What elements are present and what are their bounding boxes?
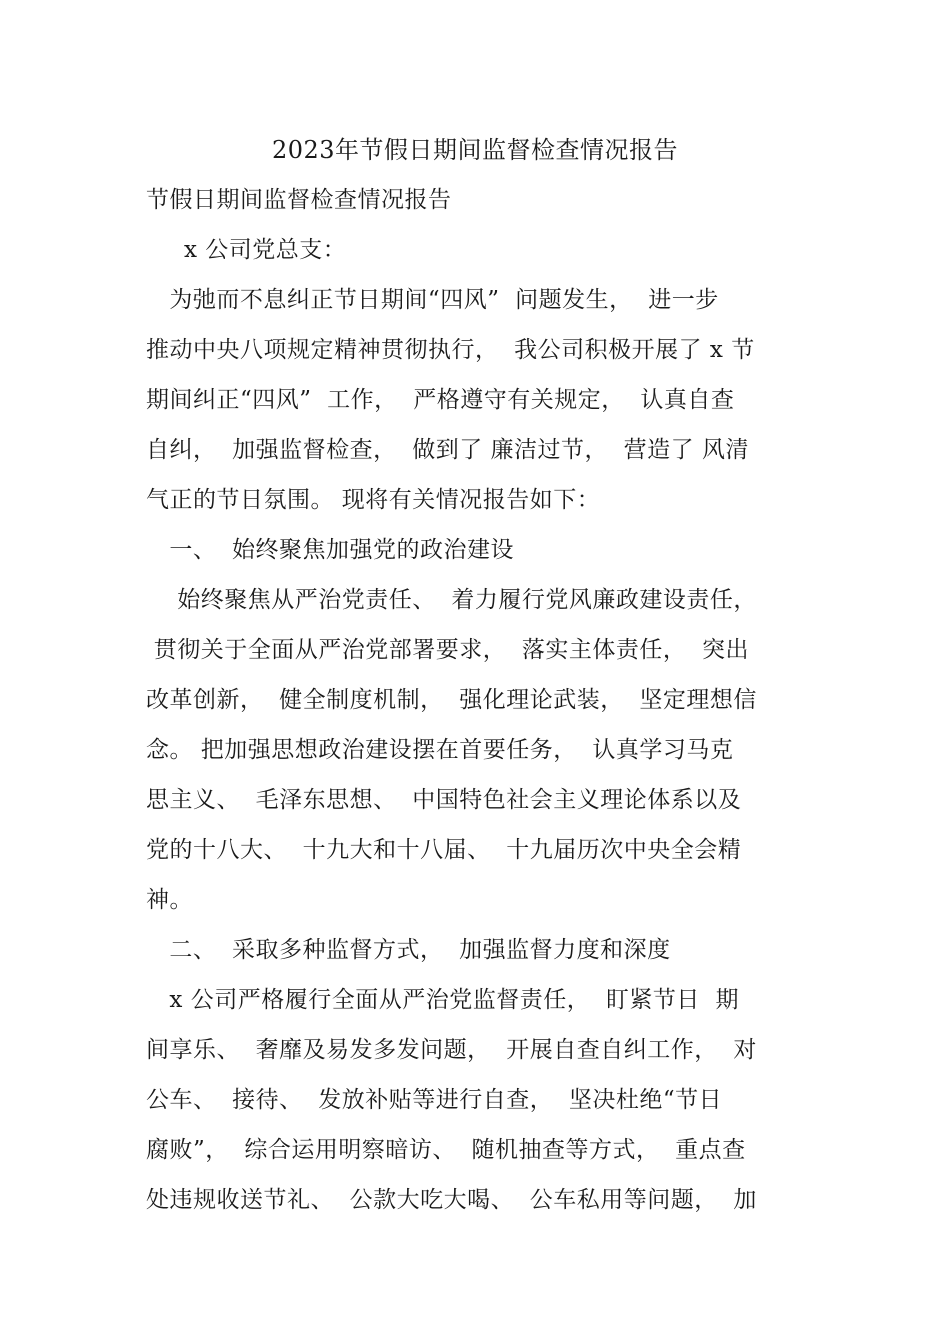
paragraph-line: 自纠， 加强监督检查， 做到了 廉洁过节， 营造了 风清 bbox=[146, 437, 749, 463]
paragraph-line: x 公司严格履行全面从严治党监督责任， 盯紧节日 期 bbox=[146, 987, 739, 1013]
document-title: 2023年节假日期间监督检查情况报告 bbox=[271, 136, 679, 164]
paragraph-line: 思主义、 毛泽东思想、 中国特色社会主义理论体系以及 bbox=[146, 787, 742, 813]
paragraph-line: 始终聚焦从严治党责任、 着力履行党风廉政建设责任， bbox=[146, 587, 757, 613]
section-heading: 二、 采取多种监督方式， 加强监督力度和深度 bbox=[146, 937, 671, 963]
paragraph-line: 贯彻关于全面从严治党部署要求， 落实主体责任， 突出 bbox=[146, 637, 750, 663]
paragraph-line: 处违规收送节礼、 公款大吃大喝、 公车私用等问题， 加 bbox=[146, 1187, 757, 1213]
paragraph-line: 改革创新， 健全制度机制， 强化理论武装， 坚定理想信 bbox=[146, 687, 757, 713]
paragraph-line: 期间纠正“四风” 工作， 严格遵守有关规定， 认真自查 bbox=[146, 387, 735, 413]
paragraph-line: 神。 bbox=[146, 887, 193, 913]
paragraph-line: 念。 把加强思想政治建设摆在首要任务， 认真学习马克 bbox=[146, 737, 734, 763]
paragraph-line: 推动中央八项规定精神贯彻执行， 我公司积极开展了 x 节 bbox=[146, 337, 755, 363]
paragraph-line: 间享乐、 奢靡及易发多发问题， 开展自查自纠工作， 对 bbox=[146, 1037, 757, 1063]
paragraph-line: 气正的节日氛围。 现将有关情况报告如下： bbox=[146, 487, 601, 513]
paragraph-line: 党的十八大、 十九大和十八届、 十九届历次中央全会精 bbox=[146, 837, 742, 863]
document-subtitle: 节假日期间监督检查情况报告 bbox=[146, 187, 452, 213]
section-heading: 一、 始终聚焦加强党的政治建设 bbox=[146, 537, 515, 563]
paragraph-line: 公车、 接待、 发放补贴等进行自查， 坚决杜绝“节日 bbox=[146, 1087, 723, 1113]
paragraph-line: 腐败”， 综合运用明察暗访、 随机抽查等方式， 重点查 bbox=[146, 1137, 746, 1163]
paragraph-line: 为弛而不息纠正节日期间“四风” 问题发生， 进一步 bbox=[146, 287, 719, 313]
salutation: x 公司党总支： bbox=[184, 237, 347, 263]
